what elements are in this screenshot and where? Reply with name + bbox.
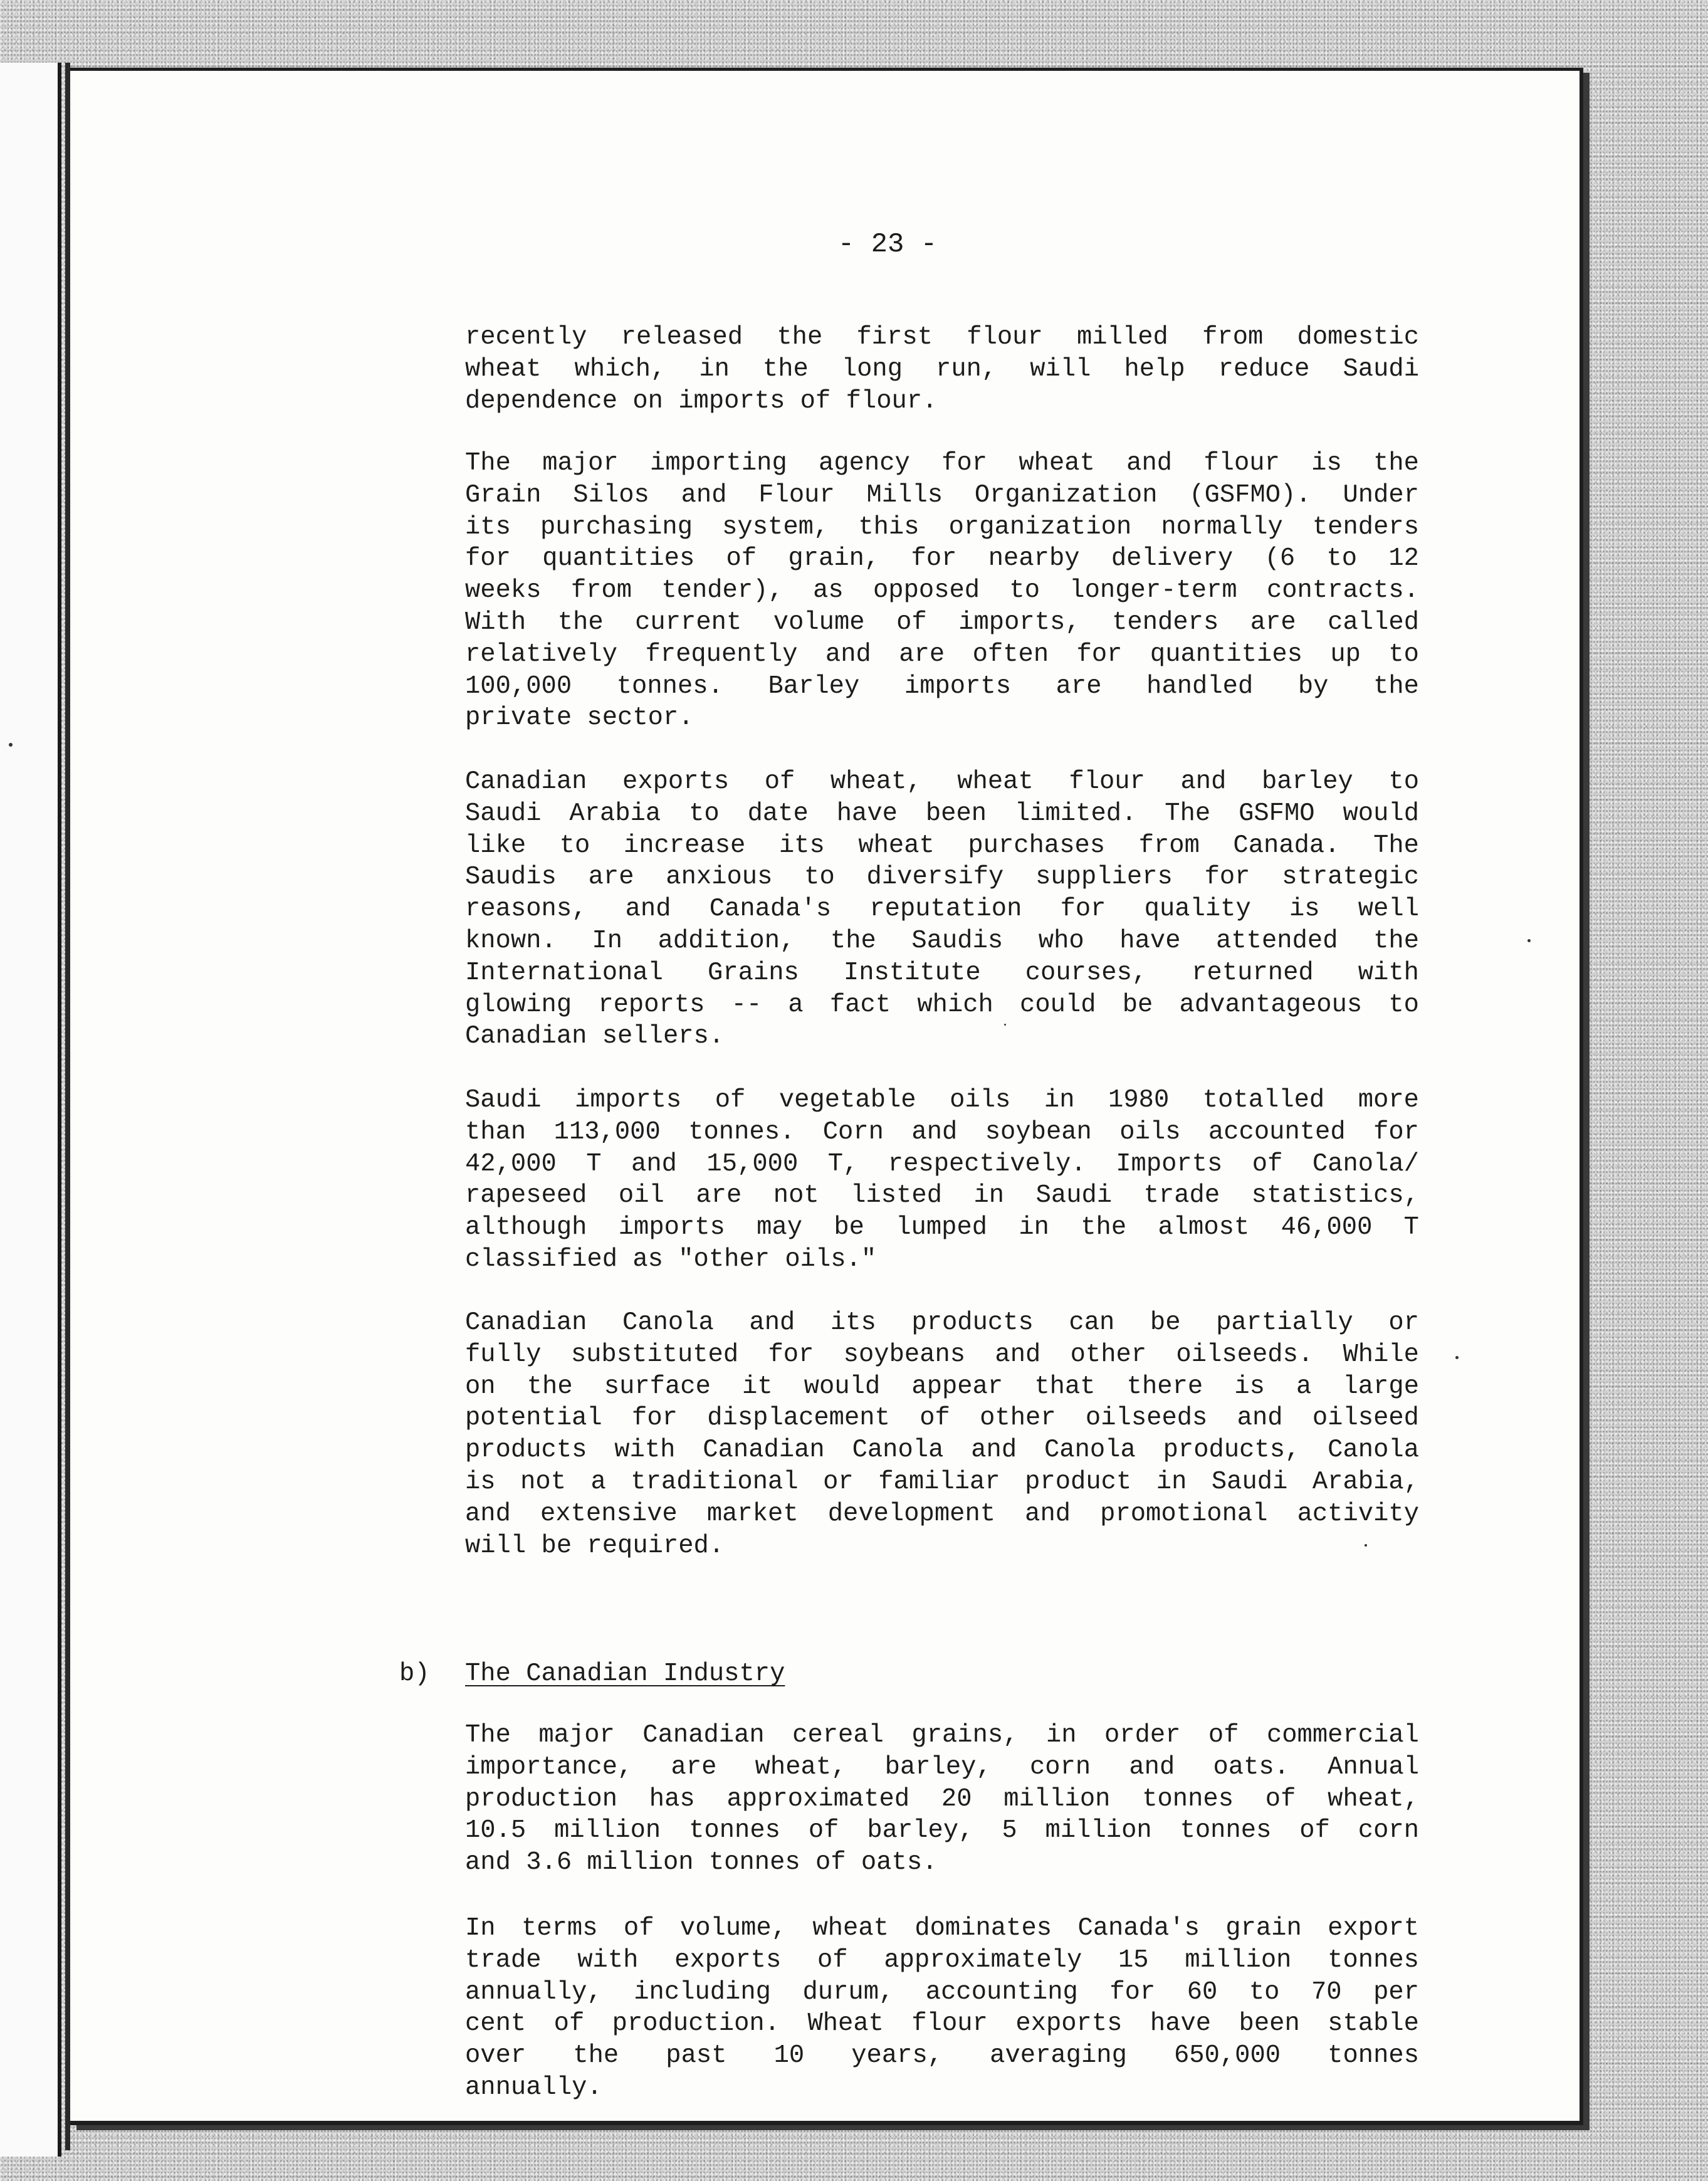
text-line: private sector.: [465, 703, 694, 733]
text-line: than 113,000 tonnes. Corn and soybean oils accounted for: [465, 1117, 1419, 1147]
text-line: annually.: [465, 2073, 602, 2102]
text-line: and extensive market development and promotional activity: [465, 1499, 1419, 1528]
text-line: relatively frequently and are often for quantities up to: [465, 639, 1419, 669]
text-line: over the past 10 years, averaging 650,000 tonnes: [465, 2041, 1419, 2071]
text-line: for quantities of grain, for nearby delivery (6 to 12: [465, 544, 1419, 574]
text-line: fully substituted for soybeans and other oilseeds. While: [465, 1340, 1419, 1369]
section-heading: [399, 1658, 785, 1690]
text-line: classified as "other oils.": [465, 1244, 877, 1274]
text-line: importance, are wheat, barley, corn and oats. Annual: [465, 1752, 1419, 1782]
scan-speck: [1527, 939, 1531, 942]
text-line: Grain Silos and Flour Mills Organization (GSFMO). Under: [465, 480, 1419, 510]
text-line: rapeseed oil are not listed in Saudi trade statistics,: [465, 1181, 1419, 1211]
text-line: and 3.6 million tonnes of oats.: [465, 1848, 938, 1878]
text-line: trade with exports of approximately 15 million tonnes: [465, 1945, 1419, 1975]
text-line: The major Canadian cereal grains, in order of commercial: [465, 1721, 1419, 1750]
scan-speck: [9, 743, 13, 747]
paragraph: [465, 322, 1419, 417]
text-line: recently released the first flour milled from domestic: [465, 323, 1419, 352]
paragraph: [465, 1085, 1419, 1276]
text-line: production has approximated 20 million tonnes of wheat,: [465, 1784, 1419, 1814]
text-line: on the surface it would appear that there is a large: [465, 1372, 1419, 1401]
text-line: Canadian Canola and its products can be partially or: [465, 1308, 1419, 1337]
text-line: will be required.: [465, 1531, 725, 1560]
text-line: cent of production. Wheat flour exports have been stable: [465, 2009, 1419, 2039]
text-line: 42,000 T and 15,000 T, respectively. Imports of Canola/: [465, 1149, 1419, 1179]
text-line: known. In addition, the Saudis who have attended the: [465, 926, 1419, 955]
text-line: 10.5 million tonnes of barley, 5 million tonnes of corn: [465, 1816, 1419, 1846]
text-line: although imports may be lumped in the almost 46,000 T: [465, 1213, 1419, 1243]
text-line: annually, including durum, accounting for 60 to 70 per: [465, 1977, 1419, 2007]
text-line: Saudis are anxious to diversify suppliers for strategic: [465, 863, 1419, 892]
text-line: potential for displacement of other oilseeds and oilseed: [465, 1404, 1419, 1433]
text-line: like to increase its wheat purchases from Canada. The: [465, 831, 1419, 860]
page-number: - 23 -: [837, 229, 938, 260]
text-line: With the current volume of imports, tenders are called: [465, 607, 1419, 637]
text-line: its purchasing system, this organization normally tenders: [465, 512, 1419, 542]
text-line: glowing reports -- a fact which could be advantageous to: [465, 990, 1419, 1019]
text-line: 100,000 tonnes. Barley imports are handled by the: [465, 671, 1419, 701]
paragraph: [465, 1720, 1419, 1879]
text-line: In terms of volume, wheat dominates Canada's grain export: [465, 1914, 1419, 1943]
paragraph: [465, 1307, 1419, 1562]
text-line: is not a traditional or familiar product in Saudi Arabia,: [465, 1467, 1419, 1496]
text-line: Saudi Arabia to date have been limited. The GSFMO would: [465, 799, 1419, 828]
section-label: b): [399, 1659, 430, 1688]
scan-speck: [1455, 1356, 1459, 1359]
text-line: dependence on imports of flour.: [465, 386, 938, 416]
text-line: The major importing agency for wheat and flour is the: [465, 449, 1419, 478]
paragraph: [465, 766, 1419, 1053]
text-line: Saudi imports of vegetable oils in 1980 totalled more: [465, 1086, 1419, 1115]
binder-spine-line: [65, 63, 70, 2150]
paragraph: [465, 448, 1419, 734]
section-title: The Canadian Industry: [465, 1659, 785, 1688]
text-line: Canadian exports of wheat, wheat flour and barley to: [465, 767, 1419, 796]
text-line: products with Canadian Canola and Canola products, Canola: [465, 1436, 1419, 1465]
text-line: Canadian sellers.: [465, 1022, 725, 1051]
text-line: reasons, and Canada's reputation for quality is well: [465, 895, 1419, 924]
text-line: weeks from tender), as opposed to longer-term contracts.: [465, 576, 1419, 606]
paragraph: [465, 1913, 1419, 2104]
text-line: International Grains Institute courses, returned with: [465, 958, 1419, 987]
text-line: wheat which, in the long run, will help reduce Saudi: [465, 354, 1419, 384]
binder-edge: [0, 63, 61, 2157]
document-page: [70, 68, 1583, 2125]
